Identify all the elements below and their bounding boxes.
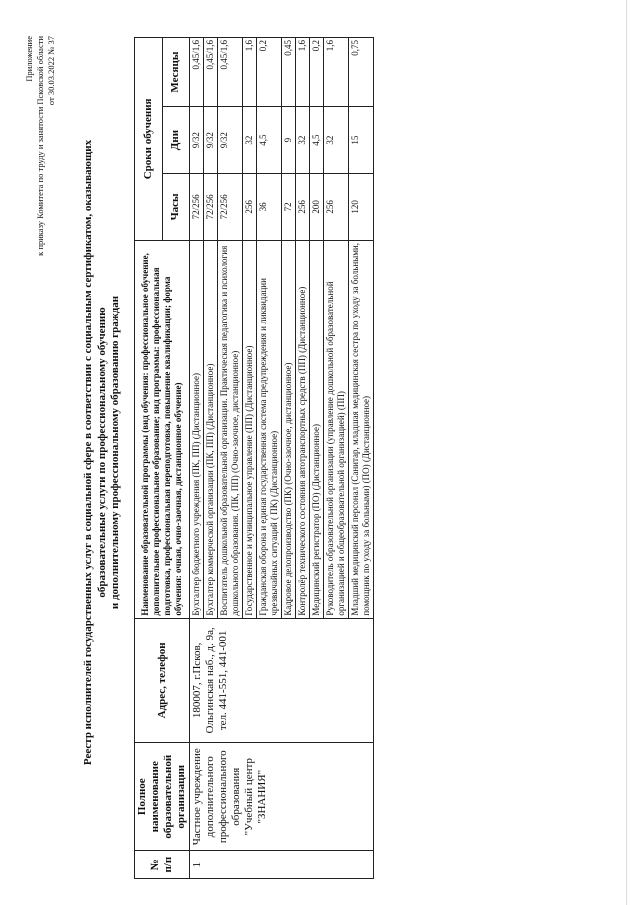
program-cell: Кадровое делопроизводство (ПК) (Очно-заочное, дистанционное): [282, 240, 296, 618]
header-days: Дни: [162, 107, 190, 174]
header-org: Полное наименование образовательной организации: [135, 743, 190, 851]
program-cell: Гражданская оборона и единая государственная система предупреждения и ликвидации чрезвычайных ситуаций ( ПК) (Дистанционное): [257, 240, 282, 618]
days-cell: 32: [243, 107, 257, 174]
days-cell: 9/32: [190, 107, 204, 174]
header-terms: Сроки обучения: [135, 38, 163, 241]
days-cell: 9/32: [204, 107, 218, 174]
org-address: 180007, г.Псков, Ольгинская наб., д. 9а, тел. 441-551, 441-001: [190, 618, 374, 742]
days-cell: 9/32: [218, 107, 243, 174]
months-cell: 0,75: [349, 38, 374, 107]
days-cell: 4,5: [257, 107, 282, 174]
months-cell: 1,6: [324, 38, 349, 107]
org-number: 1: [190, 851, 374, 879]
hours-cell: 120: [349, 173, 374, 240]
document-title: [82, 60, 123, 845]
program-cell: Медицинский регистратор (ПО) (Дистанционное): [310, 240, 324, 618]
hours-cell: 72: [282, 173, 296, 240]
hours-cell: 256: [243, 173, 257, 240]
table-row: [190, 38, 204, 879]
months-cell: 0,45/1,6: [190, 38, 204, 107]
days-cell: 32: [324, 107, 349, 174]
header-months: Месяцы: [162, 38, 190, 107]
org-name: Частное учреждение дополнительного профессионального образования "Учебный центр "ЗНАНИЯ": [190, 743, 374, 851]
header-num: № п/п: [135, 851, 190, 879]
days-cell: 32: [296, 107, 310, 174]
title-line-2: образовательные услуги по профессиональному обучению: [95, 307, 108, 598]
program-cell: Контролёр технического состояния автотранспортных средств (ПП) (Дистанционное): [296, 240, 310, 618]
appendix-line-1: Приложение: [24, 36, 34, 82]
days-cell: 9: [282, 107, 296, 174]
months-cell: 0,45/1,6: [204, 38, 218, 107]
months-cell: 0,2: [257, 38, 282, 107]
title-line-1: Реестр исполнителей государственных услуг в социальной сфере в соответствии с социальным сертификатом, оказывающих: [82, 139, 94, 766]
months-cell: 0,2: [310, 38, 324, 107]
program-cell: Руководитель образовательной организации (управление дошкольной образовательной организацией и общеобразовательной организацией) (ПП): [324, 240, 349, 618]
hours-cell: 200: [310, 173, 324, 240]
header-program-text: Наименование образовательной программы (вид обучения: профессиональное обучение, дополнительное профессиональное образование; вид программы: профессиональная подготовка, профессиональная переподготовка, повышение квалификации; форма обучения: очная, очно-заочная, дистанционное обучение): [140, 253, 183, 616]
appendix-line-2: к приказу Комитета по труду и занятости Псковской области: [35, 36, 45, 256]
days-cell: 4,5: [310, 107, 324, 174]
appendix-line-3: от 30.03.2022 № 37: [46, 36, 56, 106]
days-cell: 15: [349, 107, 374, 174]
months-cell: 1,6: [296, 38, 310, 107]
program-cell: Бухгалтер коммерческой организации (ПК, ПП) (Дистанционное): [204, 240, 218, 618]
program-cell: Государственное и муниципальное управление (ПП) (Дистанционное): [243, 240, 257, 618]
header-row: [135, 38, 163, 879]
header-hours: Часы: [162, 173, 190, 240]
appendix-note: [24, 36, 57, 256]
registry-table: [134, 37, 374, 879]
hours-cell: 256: [296, 173, 310, 240]
program-cell: Младший медицинский персонал (Санитар, младшая медицинская сестра по уходу за больными, помощник по уходу за больными) (ПО) (Дистанционное): [349, 240, 374, 618]
hours-cell: 72/256: [190, 173, 204, 240]
months-cell: 1,6: [243, 38, 257, 107]
program-cell: Воспитатель дошкольной образовательной организации. Практическая педагогика и психология дошкольного образования. (ПК, ПП) (Очно-заочное, дистанционное): [218, 240, 243, 618]
hours-cell: 256: [324, 173, 349, 240]
header-program: [135, 240, 190, 618]
title-line-3: и дополнительному профессиональному образованию граждан: [109, 295, 121, 610]
months-cell: 0,45: [282, 38, 296, 107]
hours-cell: 72/256: [204, 173, 218, 240]
scan-artifact-line: [626, 0, 627, 905]
months-cell: 0,45/1,6: [218, 38, 243, 107]
hours-cell: 72/256: [218, 173, 243, 240]
hours-cell: 36: [257, 173, 282, 240]
header-address: Адрес, телефон: [135, 618, 190, 742]
program-cell: Бухгалтер бюджетного учреждения (ПК, ПП) (Дистанционное): [190, 240, 204, 618]
